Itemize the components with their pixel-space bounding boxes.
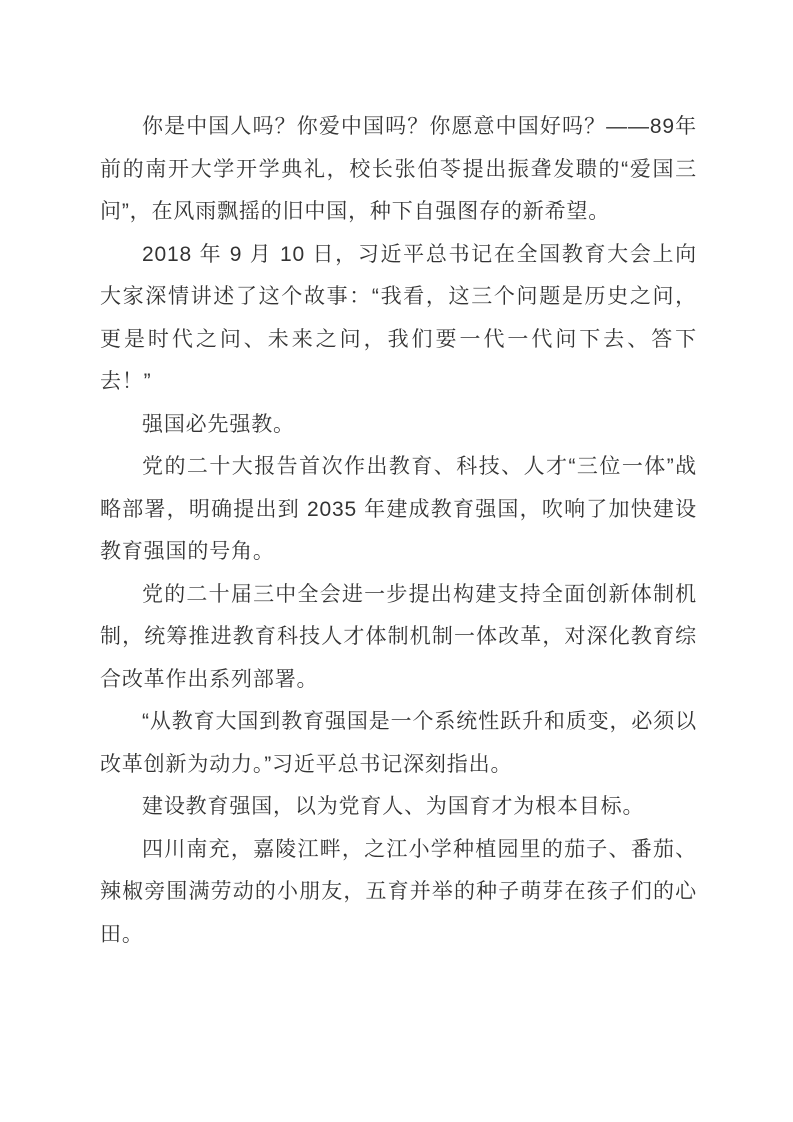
paragraph-6: “从教育大国到教育强国是一个系统性跃升和质变，必须以改革创新为动力。”习近平总书记深刻指出。	[100, 710, 697, 776]
document-body	[100, 106, 697, 956]
paragraph-7: 建设教育强国，以为党育人、为国育才为根本目标。	[142, 795, 645, 818]
paragraph-4: 党的二十大报告首次作出教育、科技、人才“三位一体”战略部署，明确提出到 2035 年建成教育强国，吹响了加快建设教育强国的号角。	[100, 455, 697, 563]
paragraph-5: 党的二十届三中全会进一步提出构建支持全面创新体制机制，统筹推进教育科技人才体制机制一体改革，对深化教育综合改革作出系列部署。	[100, 582, 697, 691]
paragraph-8: 四川南充，嘉陵江畔，之江小学种植园里的茄子、番茄、辣椒旁围满劳动的小朋友，五育并举的种子萌芽在孩子们的心田。	[100, 837, 697, 946]
paragraph-2: 2018 年 9 月 10 日，习近平总书记在全国教育大会上向大家深情讲述了这个故事：“我看，这三个问题是历史之问，更是时代之问、未来之问，我们要一代一代问下去、答下去！”	[100, 242, 697, 393]
paragraph-3: 强国必先强教。	[142, 412, 295, 436]
paragraph-1: 你是中国人吗？你爱中国吗？你愿意中国好吗？——89年前的南开大学开学典礼，校长张伯苓提出振聋发聩的“爱国三问”，在风雨飘摇的旧中国，种下自强图存的新希望。	[100, 115, 697, 223]
